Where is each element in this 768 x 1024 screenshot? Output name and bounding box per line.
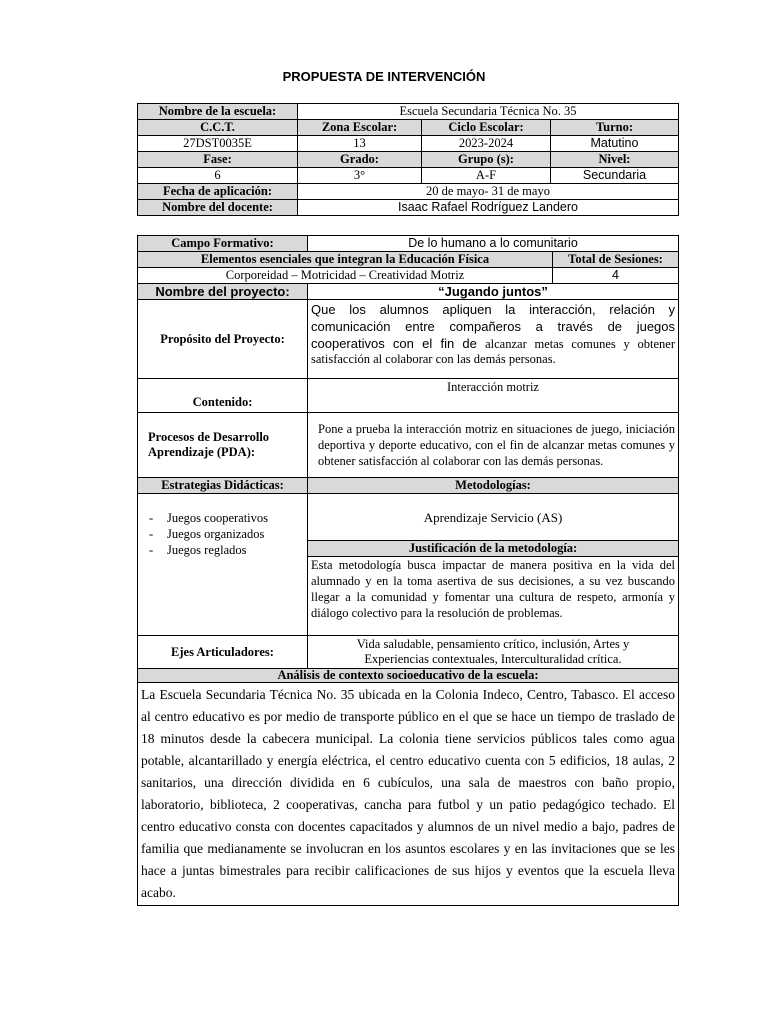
table-row [138, 152, 679, 168]
school-name-label: Nombre de la escuela: [138, 104, 298, 120]
justificacion-label: Justificación de la metodología: [308, 541, 679, 557]
docente-value: Isaac Rafael Rodríguez Landero [298, 200, 679, 216]
list-item: - Juegos organizados [141, 526, 304, 542]
table-row [138, 300, 679, 379]
estrategias-list [141, 510, 304, 558]
cct-label: C.C.T. [138, 120, 298, 136]
table-row [138, 136, 679, 152]
pda-label: Procesos de Desarrollo Aprendizaje (PDA): [138, 413, 308, 478]
nombre-proyecto-value: “Jugando juntos” [308, 284, 679, 300]
list-item: - Juegos cooperativos [141, 510, 304, 526]
table-row [138, 683, 679, 906]
school-name-value: Escuela Secundaria Técnica No. 35 [298, 104, 679, 120]
school-info-table [137, 103, 679, 216]
fase-value: 6 [138, 168, 298, 184]
zona-label: Zona Escolar: [298, 120, 422, 136]
table-row [138, 478, 679, 494]
proposito-text-a: Que los alumnos apliquen la interacción, relación y comunicación entre compañeros a través de juegos cooperativos con el fin de [311, 302, 676, 351]
table-row [138, 413, 679, 478]
table-row [138, 494, 679, 541]
proposito-value [308, 300, 679, 379]
list-item: - Juegos reglados [141, 542, 304, 558]
estrategias-label: Estrategias Didácticas: [138, 478, 308, 494]
ciclo-value: 2023-2024 [422, 136, 551, 152]
fecha-label: Fecha de aplicación: [138, 184, 298, 200]
elementos-value: Corporeidad – Motricidad – Creatividad Motriz [138, 268, 553, 284]
proposito-text-b: alcanzar metas comunes y obtener satisfacción al colaborar con las demás personas. [311, 337, 676, 366]
table-row [138, 252, 679, 268]
campo-value: De lo humano a lo comunitario [308, 236, 679, 252]
grado-label: Grado: [298, 152, 422, 168]
elementos-label: Elementos esenciales que integran la Educación Física [138, 252, 553, 268]
sesiones-value: 4 [553, 268, 679, 284]
ejes-label: Ejes Articuladores: [138, 636, 308, 669]
project-table [137, 235, 679, 906]
cct-value: 27DST0035E [138, 136, 298, 152]
fecha-value: 20 de mayo- 31 de mayo [298, 184, 679, 200]
estrategias-list-cell [138, 494, 308, 636]
ejes-value: Vida saludable, pensamiento crítico, inclusión, Artes y Experiencias contextuales, Interculturalidad crítica. [308, 636, 679, 669]
table-row [138, 184, 679, 200]
nombre-proyecto-label: Nombre del proyecto: [138, 284, 308, 300]
turno-value: Matutino [551, 136, 679, 152]
analisis-value: La Escuela Secundaria Técnica No. 35 ubicada en la Colonia Indeco, Centro, Tabasco. El acceso al centro educativo es por medio de transporte público en el que se hace un tiempo de traslado de 18 minutos desde la cabecera municipal. La colonia tiene servicios públicos tales como agua potable, alcantarillado y energía eléctrica, el centro educativo cuenta con 5 edificios, 18 aulas, 2 sanitarios, una dirección dividida en 6 cubículos, una sala de maestros con baño propio, laboratorio, biblioteca, 2 cooperativas, cancha para futbol y un patio pedagógico techado. El centro educativo consta con docentes capacitados y alumnos de un nivel medio a bajo, padres de familia que medianamente se involucran en los asuntos escolares y en las invitaciones que se les hace a juntas bimestrales para recibir calificaciones de sus hijos y eventos que la escuela lleva acabo. [138, 683, 679, 906]
proposito-label: Propósito del Proyecto: [138, 300, 308, 379]
justificacion-value: Esta metodología busca impactar de manera positiva en la vida del alumnado y en la toma asertiva de sus decisiones, a su vez buscando llegar a la comunidad y fomentar una cultura de respeto, armonía y diálogo colectivo para la resolución de problemas. [308, 557, 679, 636]
table-row [138, 636, 679, 669]
grupo-value: A-F [422, 168, 551, 184]
nivel-value: Secundaria [551, 168, 679, 184]
docente-label: Nombre del docente: [138, 200, 298, 216]
nivel-label: Nivel: [551, 152, 679, 168]
contenido-label: Contenido: [138, 379, 308, 413]
table-row [138, 236, 679, 252]
table-row [138, 284, 679, 300]
table-row [138, 379, 679, 413]
table-row [138, 200, 679, 216]
metodologias-label: Metodologías: [308, 478, 679, 494]
grupo-label: Grupo (s): [422, 152, 551, 168]
table-row [138, 669, 679, 683]
table-row [138, 120, 679, 136]
pda-value: Pone a prueba la interacción motriz en situaciones de juego, iniciación deportiva y deporte educativo, con el fin de alcanzar metas comunes y obtener satisfacción al colaborar con las demás personas. [308, 413, 679, 478]
sesiones-label: Total de Sesiones: [553, 252, 679, 268]
zona-value: 13 [298, 136, 422, 152]
fase-label: Fase: [138, 152, 298, 168]
ciclo-label: Ciclo Escolar: [422, 120, 551, 136]
analisis-label: Análisis de contexto socioeducativo de la escuela: [138, 669, 679, 683]
contenido-value: Interacción motriz [308, 379, 679, 413]
metodologia-value: Aprendizaje Servicio (AS) [308, 494, 679, 541]
table-row [138, 268, 679, 284]
table-row [138, 168, 679, 184]
grado-value: 3° [298, 168, 422, 184]
document-title: PROPUESTA DE INTERVENCIÓN [282, 69, 486, 84]
turno-label: Turno: [551, 120, 679, 136]
campo-label: Campo Formativo: [138, 236, 308, 252]
table-row [138, 104, 679, 120]
